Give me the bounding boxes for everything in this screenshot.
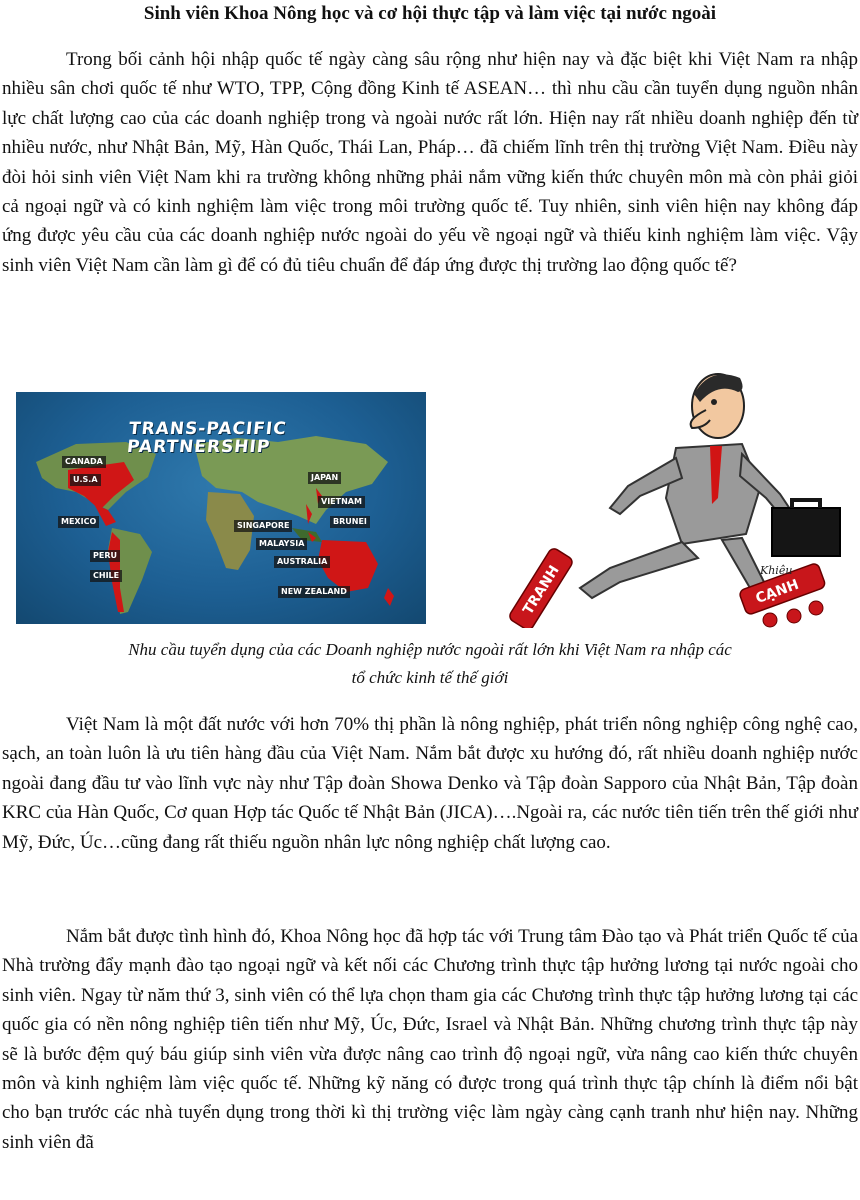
- tpp-map-image: [16, 392, 426, 624]
- label-canada: CANADA: [62, 456, 106, 468]
- caption-line1: Nhu cầu tuyển dụng của các Doanh nghiệp nước ngoài rất lớn khi Việt Nam ra nhập các: [128, 640, 732, 659]
- label-vietnam: VIETNAM: [318, 496, 365, 508]
- map-heading-line1: TRANS-PACIFIC: [127, 419, 288, 439]
- new-zealand-member-area: [384, 588, 394, 606]
- label-usa: U.S.A: [70, 474, 101, 486]
- paragraph-cooperation: Nắm bắt được tình hình đó, Khoa Nông học đã hợp tác với Trung tâm Đào tạo và Phát triển Quốc tế của Nhà trường đẩy mạnh đào tạo ngoại ngữ và kết nối các Chương trình thực tập hưởng lương tại nước ngoài cho sinh viên. Ngay từ năm thứ 3, sinh viên có thể lựa chọn tham gia các Chương trình thực tập hưởng lương tại các quốc gia có nền nông nghiệp tiên tiến như Mỹ, Úc, Đức, Israel và Nhật Bản. Những chương trình thực tập này sẽ là bước đệm quý báu giúp sinh viên vừa được nâng cao trình độ ngoại ngữ, vừa nâng cao kiến thức chuyên môn và kinh nghiệm làm việc quốc tế. Những kỹ năng có được trong quá trình thực tập chính là điểm nổi bật cho bạn trước các nhà tuyển dụng trong thời kì thị trường việc làm ngày càng cạnh tranh như hiện nay. Những sinh viên đã: [2, 926, 858, 1153]
- label-australia: AUSTRALIA: [274, 556, 330, 568]
- label-singapore: SINGAPORE: [234, 520, 292, 532]
- article-title: Sinh viên Khoa Nông học và cơ hội thực tập và làm việc tại nước ngoài: [143, 3, 717, 24]
- cartoon-signature: Khiêu: [760, 564, 793, 577]
- skate-left: [508, 547, 575, 628]
- cartoon-leg-left: [580, 542, 698, 598]
- businessman-cartoon-image: [460, 358, 860, 628]
- briefcase-icon: [772, 508, 840, 556]
- label-malaysia: MALAYSIA: [256, 538, 307, 550]
- label-brunei: BRUNEI: [330, 516, 370, 528]
- paragraph-intro: Trong bối cảnh hội nhập quốc tế ngày càng sâu rộng như hiện nay và đặc biệt khi Việt Nam ra nhập nhiều sân chơi quốc tế như WTO, TPP, Cộng đồng Kinh tế ASEAN… thì nhu cầu cần tuyển dụng nguồn nhân lực chất lượng cao của các doanh nghiệp trong và ngoài nước rất lớn. Hiện nay rất nhiều doanh nghiệp đến từ nhiều nước, như Nhật Bản, Mỹ, Hàn Quốc, Thái Lan, Pháp… đã chiếm lĩnh trên thị trường Việt Nam. Điều này đòi hỏi sinh viên Việt Nam khi ra trường không những phải nắm vững kiến thức chuyên môn mà còn phải giỏi cả ngoại ngữ và có kinh nghiệm làm việc trong môi trường quốc tế. Tuy nhiên, sinh viên hiện nay không đáp ứng được yêu cầu của các doanh nghiệp nước ngoài do yếu về ngoại ngữ và thiếu kinh nghiệm làm việc. Vậy sinh viên Việt Nam cần làm gì để có đủ tiêu chuẩn để đáp ứng được thị trường lao động quốc tế?: [2, 49, 858, 276]
- caption-line2: tổ chức kinh tế thế giới: [351, 668, 509, 687]
- skate-right-label: CẠNH: [753, 576, 801, 607]
- paragraph-agriculture: Việt Nam là một đất nước với hơn 70% thị phần là nông nghiệp, phát triển nông nghiệp công nghệ cao, sạch, an toàn luôn là ưu tiên hàng đầu của Việt Nam. Nắm bắt được xu hướng đó, rất nhiều doanh nghiệp nước ngoài đang đầu tư vào lĩnh vực này như Tập đoàn Showa Denko và Tập đoàn Sapporo của Nhật Bản, Tập đoàn KRC của Hàn Quốc, Cơ quan Hợp tác Quốc tế Nhật Bản (JICA)….Ngoài ra, các nước tiên tiến trên thế giới như Mỹ, Đức, Úc…cũng đang rất thiếu nguồn nhân lực nông nghiệp chất lượng cao.: [2, 714, 858, 853]
- label-japan: JAPAN: [308, 472, 341, 484]
- figure-caption: [0, 636, 860, 692]
- label-new-zealand: NEW ZEALAND: [278, 586, 350, 598]
- label-peru: PERU: [90, 550, 120, 562]
- map-heading: [126, 420, 287, 456]
- north-america-member-area: [68, 462, 134, 510]
- cartoon-eye: [711, 399, 717, 405]
- skate-left-label: TRANH: [520, 562, 563, 618]
- label-chile: CHILE: [90, 570, 122, 582]
- label-mexico: MEXICO: [58, 516, 99, 528]
- figure-row: [0, 388, 860, 628]
- map-heading-line2: PARTNERSHIP: [126, 437, 272, 457]
